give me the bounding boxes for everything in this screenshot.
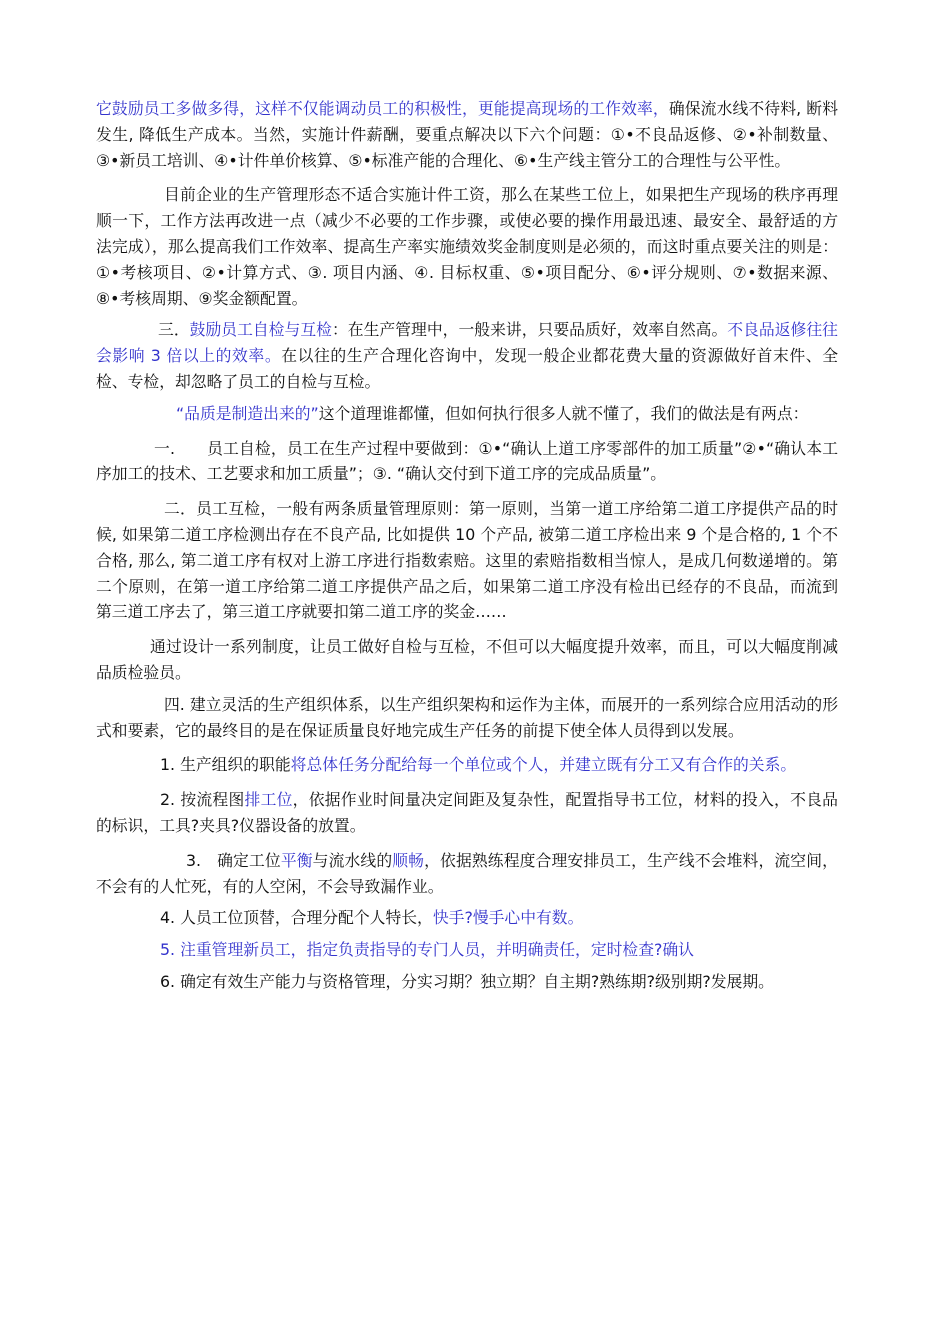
list-item-3	[96, 848, 838, 900]
highlighted-text: 顺畅	[392, 850, 425, 870]
text-run: 4. 人员工位顶替，合理分配个人特长，	[160, 908, 433, 928]
highlighted-text: 平衡	[280, 850, 313, 870]
highlighted-text: 鼓励员工自检与互检	[189, 320, 332, 340]
text-run: 一. 员工自检，员工在生产过程中要做到：①•“确认上道工序零部件的加工质量”②•“确认本工序加工的技术、工艺要求和加工质量”；③. “确认交付到下道工序的完成品质量”。	[96, 438, 838, 484]
list-item-1	[96, 752, 838, 778]
text-run: 确保流水线不待料, 断料发生, 降低生产成本。当然，实施计件薪酬，要重点解决以下六个问题：①•不良品返修、②•补制数量、③•新员工培训、④•计件单价核算、⑤•标准产能的合理化、⑥•生产线主管分工的合理性与公平性。	[96, 99, 838, 170]
paragraph-performance-bonus	[96, 182, 838, 311]
text-run: 二．员工互检，一般有两条质量管理原则：第一原则，当第一道工序给第二道工序提供产品的时候, 如果第二道工序检测出存在不良产品, 比如提供 10 个产品, 被第二道工序检出来 9 个是合格的, 1 个不合格, 那么, 第二道工序有权对上游工序进行指数索赔。这里的索赔指数相当惊人，是成几何数递增的。第二个原则，在第一道工序给第二道工序提供产品之后，如果第二道工序没有检出已经存的不良品，而流到第三道工序去了，第三道工序就要扣第二道工序的奖金……	[96, 499, 838, 622]
text-run: 3. 确定工位	[186, 850, 281, 870]
paragraph-employee-self-check	[96, 436, 838, 488]
list-item-2	[96, 787, 838, 839]
paragraph-self-inspection	[96, 317, 838, 394]
highlighted-text: 它鼓励员工多做多得，这样不仅能调动员工的积极性，更能提高现场的工作效率，	[96, 99, 669, 118]
text-run: 6. 确定有效生产能力与资格管理，分实习期？独立期？自主期?熟练期?级别期?发展期。	[160, 971, 774, 991]
text-run: 在以往的生产合理化咨询中，发现一般企业都花费大量的资源做好首末件、全检、专检，却忽略了员工的自检与互检。	[96, 346, 838, 391]
text-run: 三．	[158, 320, 190, 340]
list-item-6	[96, 969, 838, 995]
text-run: ，依据熟练程度合理安排员工，生产线不会堆料，流空间，不会有的人忙死，有的人空闲，不会导致漏作业。	[96, 850, 838, 896]
paragraph-system-design	[96, 634, 838, 686]
paragraph-piece-wage	[96, 96, 838, 173]
text-run: 与流水线的	[312, 850, 393, 870]
highlighted-text: 排工位	[244, 790, 293, 810]
highlighted-text: 快手?慢手心中有数。	[432, 908, 584, 928]
highlighted-text: 不良品返修往往会影响 3 倍以上的效率。	[96, 320, 838, 366]
paragraph-production-organization	[96, 692, 838, 744]
list-item-5	[96, 937, 838, 963]
text-run: ，依据作业时间量决定间距及复杂性，配置指导书工位，材料的投入，不良品的标识，工具?夹具?仪器设备的放置。	[96, 790, 838, 835]
document-body	[96, 96, 838, 995]
text-run: 2. 按流程图	[160, 790, 245, 810]
highlighted-text: 将总体任务分配给每一个单位或个人，并建立既有分工又有合作的关系。	[290, 755, 797, 775]
paragraph-quality-made	[96, 401, 838, 427]
text-run: 1. 生产组织的职能	[160, 755, 291, 775]
list-item-4	[96, 905, 838, 931]
paragraph-employee-mutual-check	[96, 496, 838, 625]
text-run: ：在生产管理中，一般来讲，只要品质好，效率自然高。	[331, 320, 728, 340]
text-run: 四. 建立灵活的生产组织体系，以生产组织架构和运作为主体，而展开的一系列综合应用活动的形式和要素，它的最终目的是在保证质量良好地完成生产任务的前提下使全体人员得到以发展。	[96, 694, 838, 740]
text-run: 目前企业的生产管理形态不适合实施计件工资，那么在某些工位上，如果把生产现场的秩序再理顺一下，工作方法再改进一点（减少不必要的工作步骤，或使必要的操作用最迅速、最安全、最舒适的方法完成），那么提高我们工作效率、提高生产率实施绩效奖金制度则是必须的，而这时重点要关注的则是：①•考核项目、②•计算方式、③. 项目内涵、④. 目标权重、⑤•项目配分、⑥•评分规则、⑦•数据来源、⑧•考核周期、⑨奖金额配置。	[96, 185, 838, 308]
highlighted-text: 5. 注重管理新员工，指定负责指导的专门人员，并明确责任，定时检查?确认	[160, 940, 694, 960]
text-run: 通过设计一系列制度，让员工做好自检与互检，不但可以大幅度提升效率，而且，可以大幅度削减品质检验员。	[96, 637, 838, 682]
highlighted-text: “品质是制造出来的”	[176, 403, 319, 423]
text-run: 这个道理谁都懂，但如何执行很多人就不懂了，我们的做法是有两点：	[318, 403, 809, 423]
